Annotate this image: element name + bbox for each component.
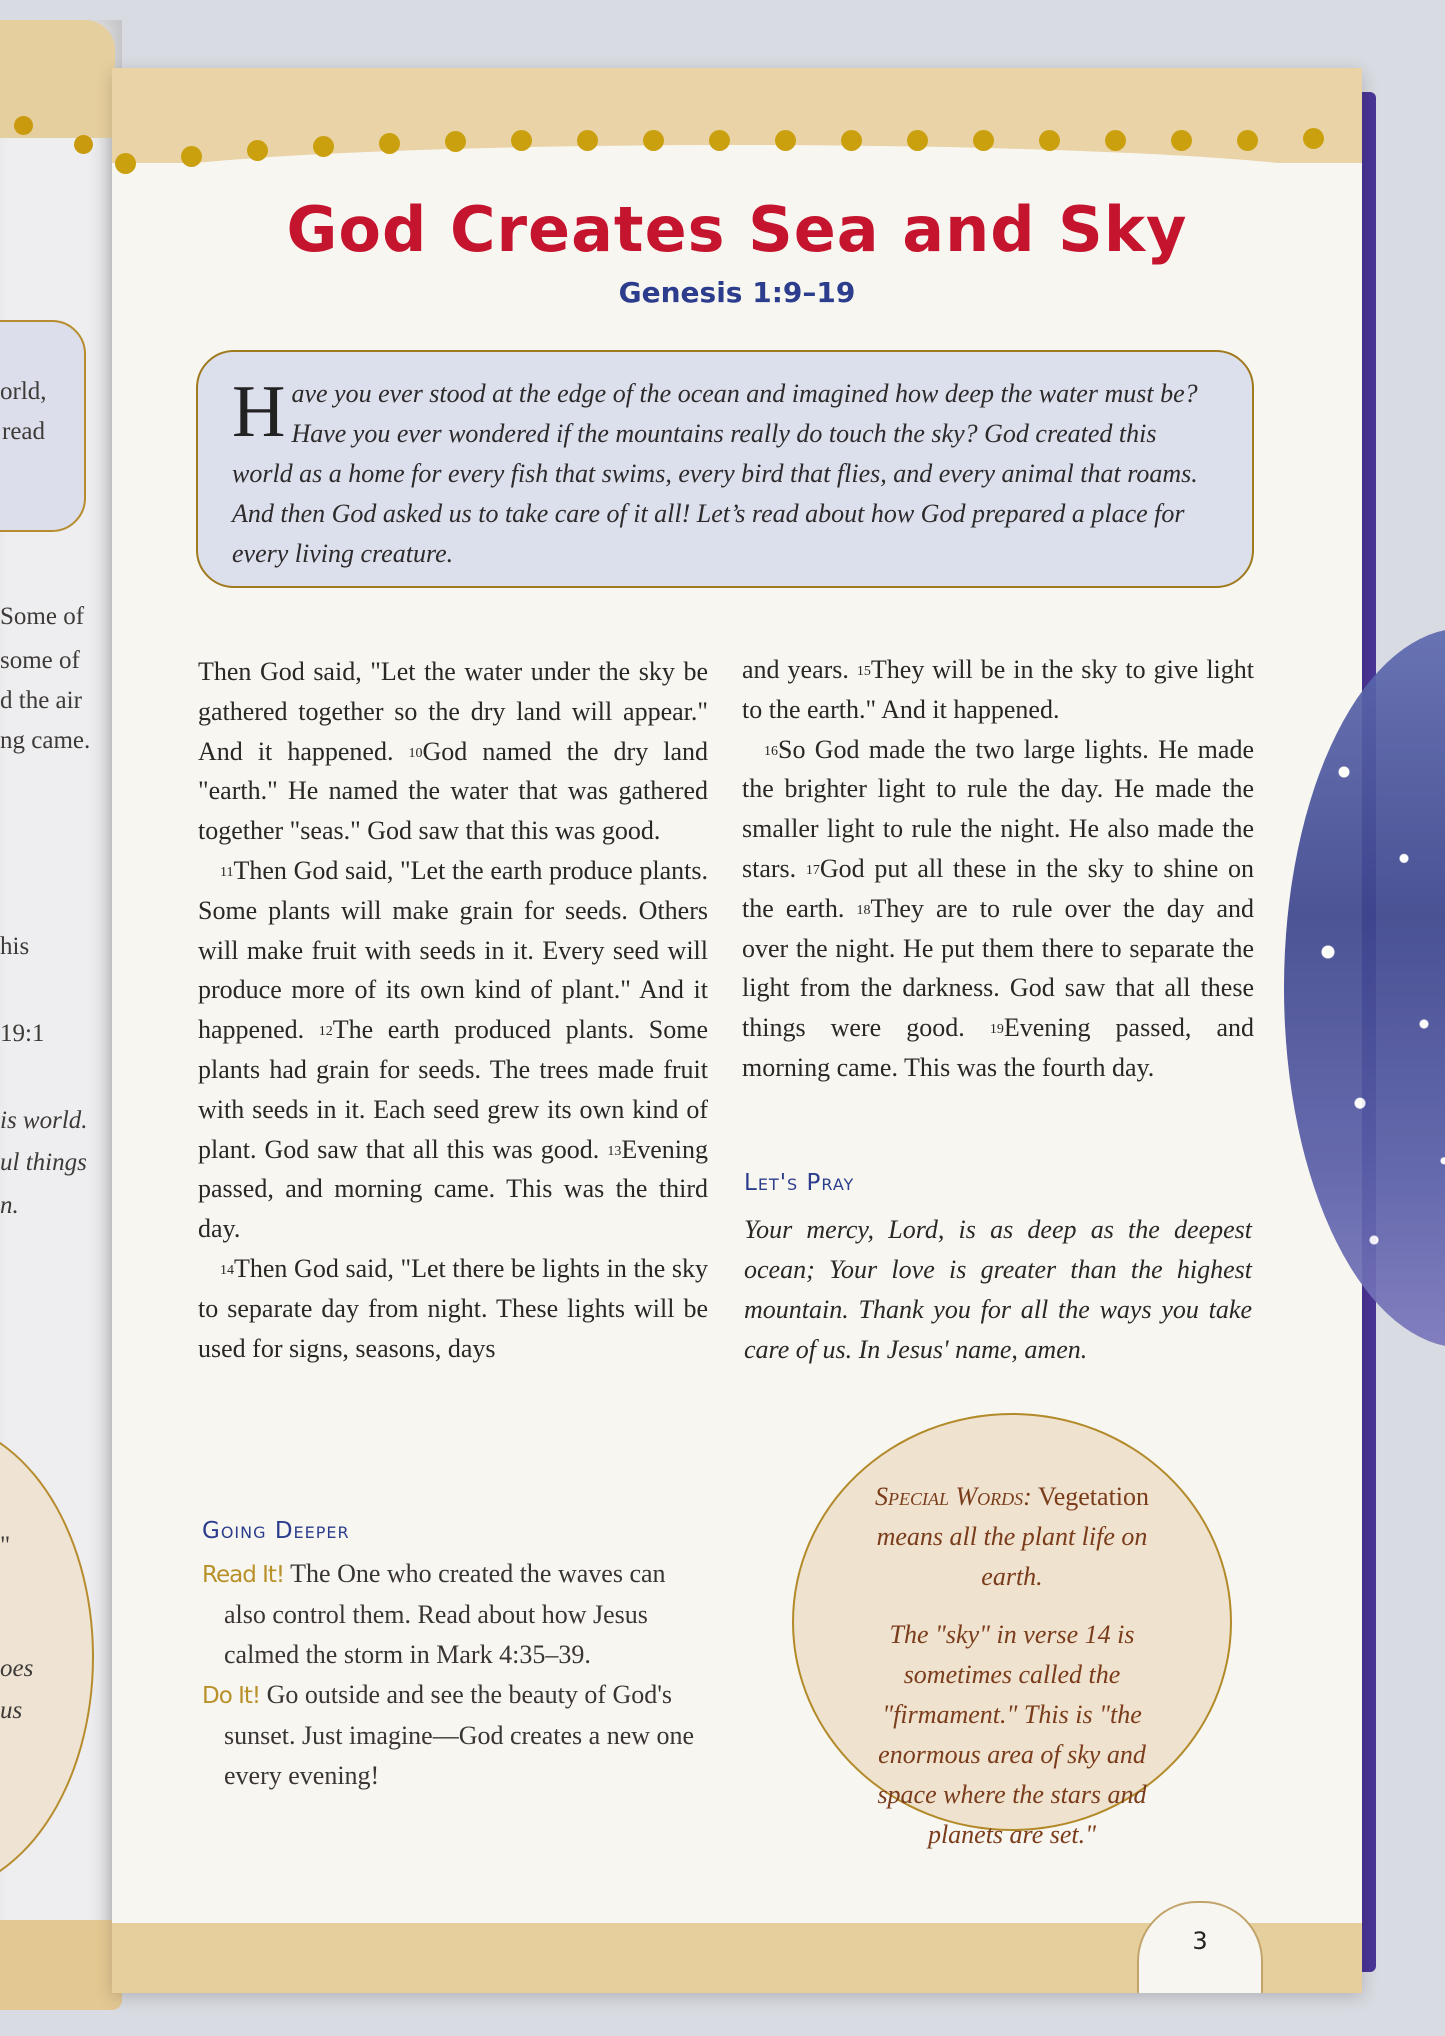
read-it-label: Read It!	[202, 1562, 285, 1588]
scripture-text: God named the dry land "earth." He named the water that was gathered together "seas." God saw that this was good.	[198, 736, 709, 846]
scripture-text: Then God said, "Let the water under the sky be gathered together so the dry land will appear." And it happened.	[198, 657, 708, 766]
read-it-text: The One who created the waves can also control them. Read about how Jesus calmed the storm in Mark 4:35–39.	[224, 1559, 666, 1669]
scripture-text: They are to rule over the day and over the night. He put them there to separate the light from the darkness. God saw that all these things were good.	[742, 893, 1254, 1043]
going-deeper-heading: Going Deeper	[202, 1518, 350, 1544]
verse-number: 10	[408, 745, 423, 761]
scripture-text: Evening passed, and morning came. This was the third day.	[198, 1134, 708, 1244]
page-title: God Creates Sea and Sky	[286, 193, 1188, 266]
decorative-dot	[445, 131, 466, 152]
scripture-text: They will be in the sky to give light to the earth." And it happened.	[742, 655, 1254, 724]
left-page-text: d the air	[0, 687, 82, 714]
left-page-text: "	[0, 1532, 11, 1559]
scripture-text: The earth produced plants. Some plants had grain for seeds. The trees made fruit with seeds in it. Each seed grew its own kind of plant. God saw that all this was good.	[198, 1015, 709, 1164]
verse-number: 11	[220, 864, 234, 880]
scripture-reference: Genesis 1:9–19	[618, 276, 856, 309]
decorative-dot	[643, 130, 664, 151]
verse-number: 13	[607, 1143, 622, 1159]
decorative-dot	[247, 140, 268, 161]
decorative-dot	[1171, 130, 1192, 151]
intro-box	[196, 350, 1254, 588]
decorative-dot	[379, 133, 400, 154]
decorative-dot	[181, 146, 202, 167]
book-page	[112, 68, 1362, 1993]
left-page-text: is world.	[0, 1107, 88, 1134]
left-page-text: orld,	[0, 378, 47, 405]
scripture-text: and years.	[742, 655, 849, 684]
do-it-text: Go outside and see the beauty of God's sunset. Just imagine—God creates a new one every evening!	[224, 1680, 695, 1790]
verse-number: 15	[856, 664, 871, 679]
verse-number: 18	[856, 902, 871, 918]
decorative-dot	[14, 116, 33, 135]
left-page-text: his	[0, 933, 30, 960]
decorative-dot	[74, 135, 93, 154]
page-number: 3	[1192, 1927, 1208, 1955]
verse-number: 12	[318, 1024, 333, 1040]
left-page-text: us	[0, 1697, 23, 1724]
going-deeper-section	[202, 1554, 702, 1796]
left-page-text: ng came.	[0, 727, 91, 754]
previous-page-edge	[0, 20, 122, 2010]
left-page-text: ul things	[0, 1149, 87, 1176]
verse-number: 17	[805, 862, 820, 878]
drop-cap: H	[232, 371, 286, 453]
special-words-label: Special Words:	[874, 1482, 1032, 1511]
decorative-dot	[973, 130, 994, 151]
decorative-dot	[1303, 128, 1324, 149]
lets-pray-heading: Let's Pray	[744, 1170, 855, 1196]
intro-text: ave you ever stood at the edge of the ocean and imagined how deep the water must be? Have you ever wondered if the mountains really do touch the sky? God created this world as a home for every fish that swims, every bird that flies, and every animal that roams. And then God asked us to take care of it all! Let’s read about how God prepared a place for every living creature.	[232, 379, 1198, 568]
page-number-tab	[1137, 1901, 1263, 1993]
decorative-dot	[313, 136, 334, 157]
decorative-dot	[577, 130, 598, 151]
scripture-column-right	[742, 650, 1254, 1088]
left-page-top-band	[0, 20, 115, 138]
scripture-text: So God made the two large lights. He made the brighter light to rule the day. He made the smaller light to rule the night. He also made the stars.	[742, 734, 1254, 883]
scripture-text: God put all these in the sky to shine on the earth.	[742, 853, 1255, 923]
special-words-note: The "sky" in verse 14 is sometimes called the "firmament." This is "the enormous area of sky and space where the stars and planets are set."	[877, 1620, 1147, 1849]
scripture-text: Then God said, "Let there be lights in the sky to separate day from night. These lights will be used for signs, seasons, days	[198, 1253, 708, 1363]
starry-sky-illustration	[1284, 628, 1445, 1348]
decorative-dot	[841, 130, 862, 151]
decorative-dot	[1105, 130, 1126, 151]
decorative-dot	[511, 130, 532, 151]
left-page-text: 19:1	[0, 1020, 45, 1047]
scripture-text: Evening passed, and morning came. This was the fourth day.	[742, 1013, 1254, 1082]
left-page-bottom-band	[0, 1920, 122, 2010]
decorative-dot	[1237, 130, 1258, 151]
decorative-dot	[775, 130, 796, 151]
do-it-label: Do It!	[202, 1683, 261, 1709]
left-page-text: some of	[0, 647, 80, 674]
verse-number: 16	[764, 743, 778, 759]
prayer-text: Your mercy, Lord, is as deep as the deepest ocean; Your love is greater than the highest mountain. Thank you for all the ways you take care of us. In Jesus' name, amen.	[744, 1215, 1252, 1364]
decorative-dot	[907, 130, 928, 151]
decorative-dot	[115, 153, 136, 174]
special-word: Vegetation	[1037, 1482, 1150, 1511]
left-page-text: Some of	[0, 603, 85, 630]
scripture-column-left	[198, 652, 708, 1368]
verse-number: 14	[220, 1262, 234, 1278]
verse-number: 19	[989, 1022, 1004, 1038]
left-page-text: n.	[0, 1192, 19, 1219]
left-page-text: oes	[0, 1655, 34, 1682]
special-words-circle	[792, 1413, 1232, 1849]
left-page-text: read	[2, 418, 46, 445]
decorative-dot	[1039, 130, 1060, 151]
scripture-text: Then God said, "Let the earth produce plants. Some plants will make grain for seeds. Others will make fruit with seeds in it. Every seed will produce more of its own kind of plant." And it happened.	[198, 855, 708, 1045]
decorative-dot	[709, 130, 730, 151]
special-word-definition: means all the plant life on earth.	[876, 1522, 1148, 1591]
